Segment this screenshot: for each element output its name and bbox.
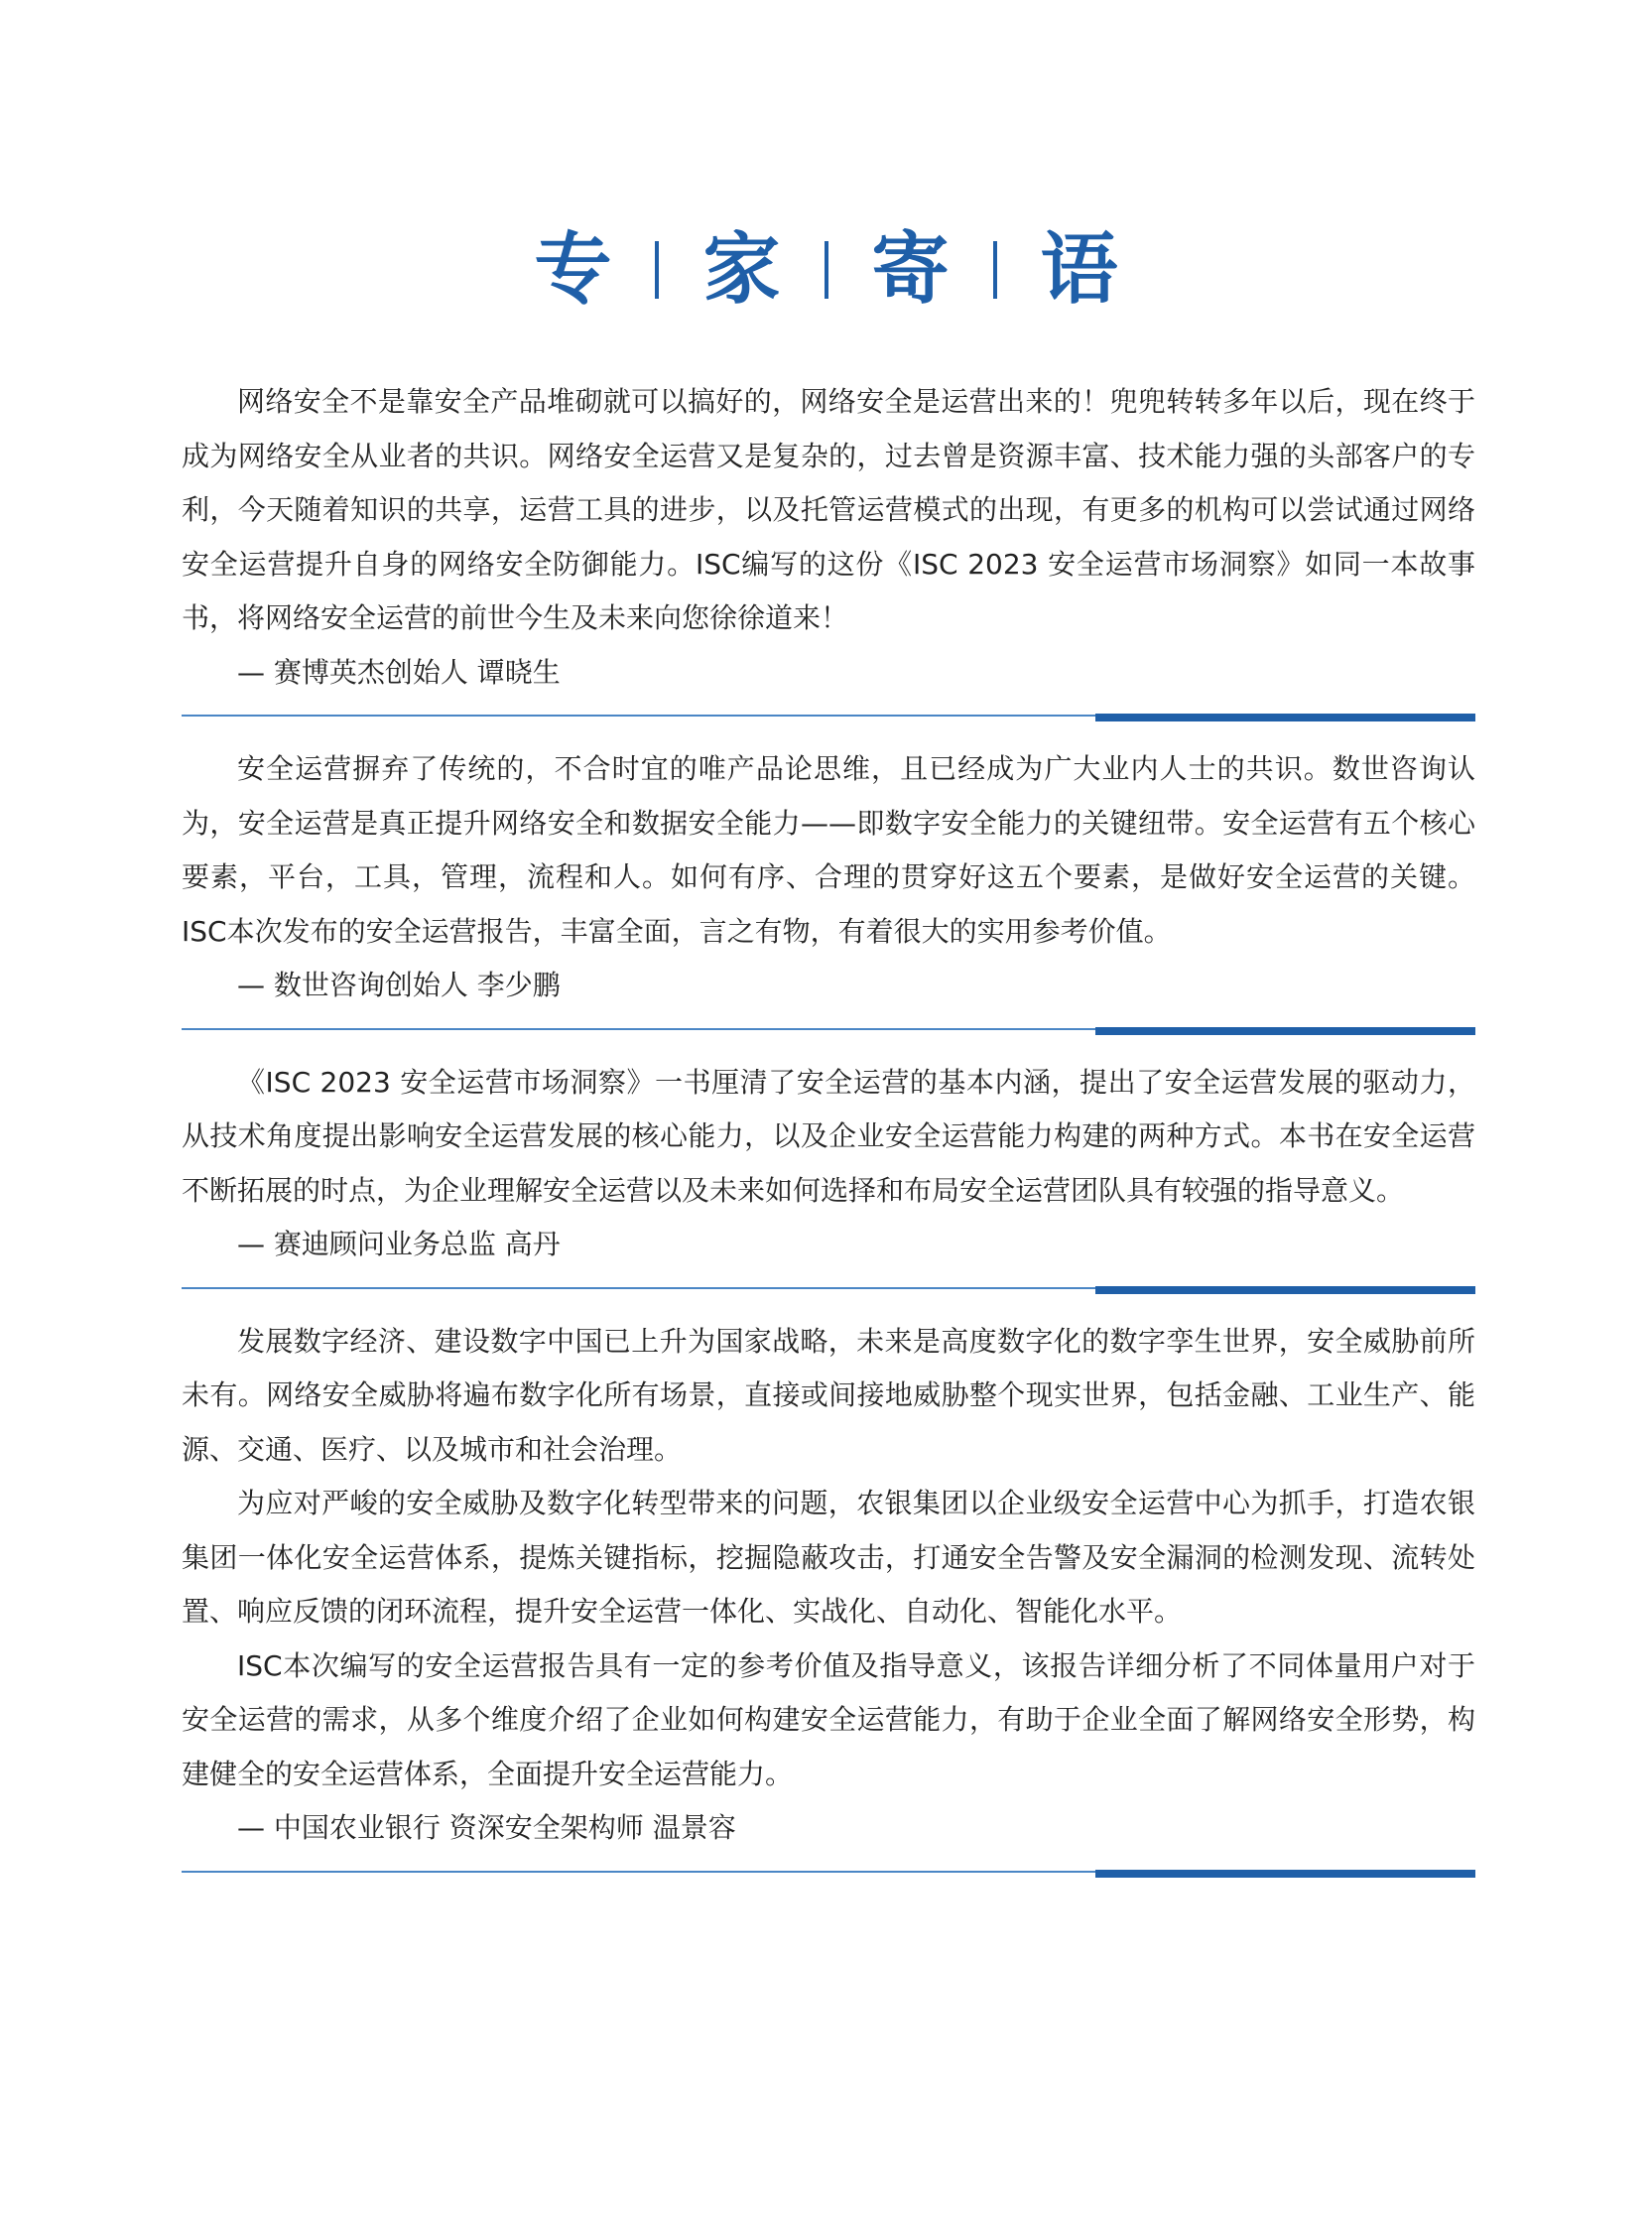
section-divider — [182, 1870, 1475, 1877]
title-char: 寄 — [871, 225, 950, 315]
quote-paragraph: ISC本次编写的安全运营报告具有一定的参考价值及指导意义，该报告详细分析了不同体量用户对于安全运营的需求，从多个维度介绍了企业如何构建安全运营能力，有助于企业全面了解网络安全形势，构建健全的安全运营体系，全面提升安全运营能力。 — [182, 1648, 1475, 1790]
title-separator — [825, 241, 828, 299]
title-char: 专 — [534, 225, 612, 315]
quote-attribution: — 赛博英杰创始人 谭晓生 — [237, 655, 561, 689]
quotes-section — [182, 375, 1475, 1899]
section-divider — [182, 1027, 1475, 1034]
expert-quote — [182, 1056, 1475, 1293]
expert-quote — [182, 1315, 1475, 1877]
title-char: 语 — [1040, 225, 1118, 315]
title-char: 家 — [702, 225, 781, 315]
page-title — [0, 220, 1652, 320]
expert-quote — [182, 375, 1475, 720]
quote-paragraph: 网络安全不是靠安全产品堆砌就可以搞好的，网络安全是运营出来的！兜兜转转多年以后，现在终于成为网络安全从业者的共识。网络安全运营又是复杂的，过去曾是资源丰富、技术能力强的头部客户的专利，今天随着知识的共享，运营工具的进步，以及托管运营模式的出现，有更多的机构可以尝试通过网络安全运营提升自身的网络安全防御能力。ISC编写的这份《ISC 2023 安全运营市场洞察》如同一本故事书，将网络安全运营的前世今生及未来向您徐徐道来！ — [182, 385, 1475, 634]
quote-attribution: — 中国农业银行 资深安全架构师 温景容 — [237, 1811, 736, 1844]
quote-paragraph: 发展数字经济、建设数字中国已上升为国家战略，未来是高度数字化的数字孪生世界，安全威胁前所未有。网络安全威胁将遍布数字化所有场景，直接或间接地威胁整个现实世界，包括金融、工业生产、能源、交通、医疗、以及城市和社会治理。 — [182, 1324, 1475, 1466]
quote-paragraph: 《ISC 2023 安全运营市场洞察》一书厘清了安全运营的基本内涵，提出了安全运营发展的驱动力，从技术角度提出影响安全运营发展的核心能力，以及企业安全运营能力构建的两种方式。本书在安全运营不断拓展的时点，为企业理解安全运营以及未来如何选择和布局安全运营团队具有较强的指导意义。 — [182, 1065, 1475, 1207]
section-divider — [182, 1286, 1475, 1293]
quote-attribution: — 赛迪顾问业务总监 高丹 — [237, 1228, 561, 1260]
section-divider — [182, 714, 1475, 720]
quote-attribution: — 数世咨询创始人 李少鹏 — [237, 969, 561, 1001]
quote-paragraph: 安全运营摒弃了传统的，不合时宜的唯产品论思维，且已经成为广大业内人士的共识。数世咨询认为，安全运营是真正提升网络安全和数据安全能力——即数字安全能力的关键纽带。安全运营有五个核心要素，平台，工具，管理，流程和人。如何有序、合理的贯穿好这五个要素，是做好安全运营的关键。ISC本次发布的安全运营报告，丰富全面，言之有物，有着很大的实用参考价值。 — [182, 752, 1475, 948]
title-separator — [655, 241, 659, 299]
title-separator — [993, 241, 997, 299]
quote-paragraph: 为应对严峻的安全威胁及数字化转型带来的问题，农银集团以企业级安全运营中心为抓手，打造农银集团一体化安全运营体系，提炼关键指标，挖掘隐蔽攻击，打通安全告警及安全漏洞的检测发现、流转处置、响应反馈的闭环流程，提升安全运营一体化、实战化、自动化、智能化水平。 — [182, 1487, 1475, 1628]
expert-quote — [182, 742, 1475, 1034]
